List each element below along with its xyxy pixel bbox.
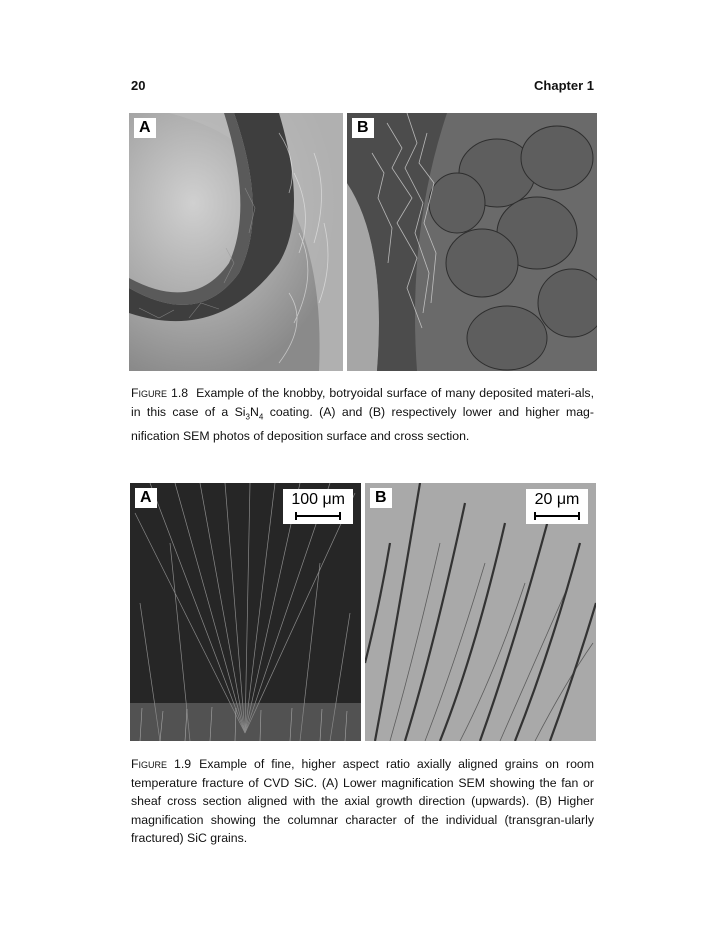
- scale-bar-label: 100 μm: [291, 491, 345, 508]
- panel-b-label: B: [370, 488, 392, 508]
- panel-b-label: B: [352, 118, 374, 138]
- figure-1-8-panel-a: [129, 113, 343, 371]
- caption-text-before-formula: Example of the knobby, botryoidal surface of many deposited materi-als, in this case of a: [131, 386, 594, 419]
- scale-bar-label: 20 μm: [534, 491, 580, 508]
- scale-bar-100-um: [283, 489, 353, 524]
- page-header: [131, 78, 594, 96]
- figure-1-8-caption: [131, 384, 594, 445]
- formula-n-subscript: 4: [258, 412, 264, 422]
- figure-label: Figure: [131, 386, 168, 401]
- sem-micrograph-coating-surface: [129, 113, 343, 371]
- chapter-title: Chapter 1: [534, 78, 594, 93]
- sem-micrograph-botryoidal-cross-section: [347, 113, 597, 371]
- panel-a-label: A: [134, 118, 156, 138]
- figure-1-9-panel-b: [365, 483, 596, 741]
- figure-1-9-caption: [131, 755, 594, 848]
- formula-si-subscript: 3: [245, 412, 250, 422]
- scale-bar-20-um: [526, 489, 588, 524]
- figure-1-8-panel-b: [347, 113, 597, 371]
- figure-number: 1.8: [171, 386, 189, 401]
- formula-si: Si: [234, 404, 246, 419]
- figure-1-9-panel-a: [130, 483, 361, 741]
- panel-a-label: A: [135, 488, 157, 508]
- scale-bar-line: [534, 512, 580, 520]
- figure-number: 1.9: [174, 757, 192, 772]
- formula-n: N: [249, 404, 259, 419]
- caption-text-after-formula: coating. (A) and (B) respectively lower and higher mag-nification SEM photos of deposition surface and cross section.: [131, 404, 594, 443]
- scale-bar-line: [295, 512, 341, 520]
- figure-label: Figure: [131, 757, 168, 772]
- caption-text: Example of fine, higher aspect ratio axially aligned grains on room temperature fracture of CVD SiC. (A) Lower magnification SEM showing the fan or sheaf cross section aligned with the axial growth direction (upwards). (B) Higher magnification showing the columnar character of the individual (transgran-ularly fractured) SiC grains.: [131, 757, 595, 846]
- page-number: 20: [131, 78, 146, 93]
